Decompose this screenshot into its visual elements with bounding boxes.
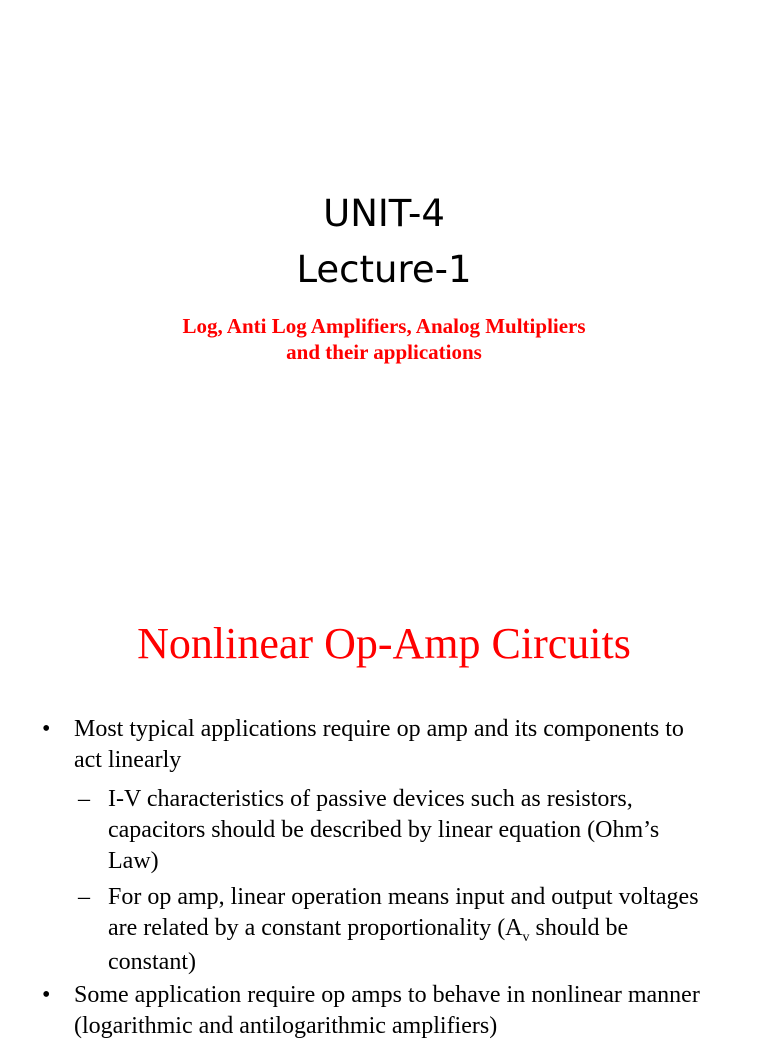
lecture-title: Lecture-1 [296, 248, 472, 291]
sub-bullet-marker: – [78, 884, 90, 910]
content-slide [0, 576, 768, 1039]
bullet-item [42, 980, 714, 1042]
bullet-text: Some application require op amps to behave in nonlinear manner (logarithmic and antilogarithmic amplifiers) [74, 982, 700, 1039]
bullet-marker: • [42, 982, 51, 1008]
gain-subscript: v [522, 930, 530, 945]
sub-bullet-text-after: should be constant) [108, 915, 629, 975]
sub-bullet-item [78, 882, 708, 978]
lecture-subtitle [0, 313, 768, 365]
bullet-item [42, 714, 714, 776]
bullet-marker: • [42, 716, 51, 742]
subtitle-line-2: and their applications [286, 340, 482, 364]
sub-bullet-text-before: For op amp, linear operation means input and output voltages are related by a constant proportionality (A [108, 884, 699, 941]
subtitle-line-1: Log, Anti Log Amplifiers, Analog Multipliers [182, 314, 586, 338]
sub-bullet-item [78, 784, 708, 877]
bullet-text: Most typical applications require op amp and its components to act linearly [74, 716, 684, 773]
unit-title: UNIT-4 [323, 192, 445, 235]
slide-title: Nonlinear Op-Amp Circuits [137, 619, 631, 668]
sub-bullet-marker: – [78, 786, 90, 812]
sub-bullet-text: I-V characteristics of passive devices such as resistors, capacitors should be described by linear equation (Ohm’s Law) [108, 786, 660, 874]
